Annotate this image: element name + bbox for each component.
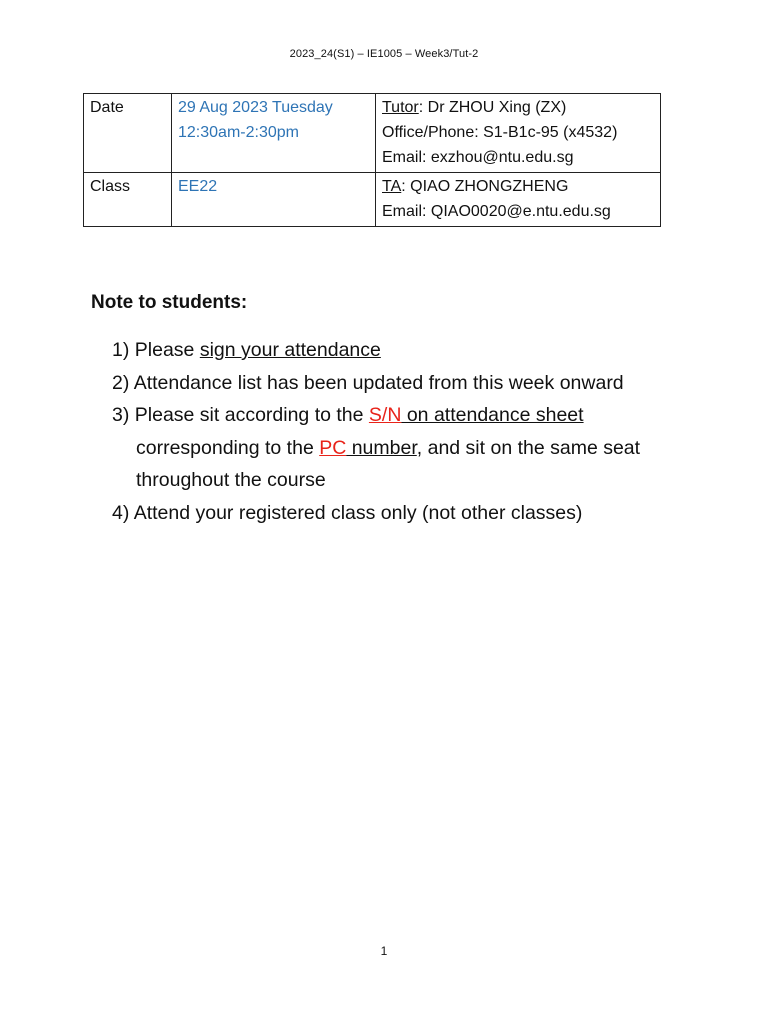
page-number: 1	[380, 944, 388, 958]
ta-email: Email: QIAO0020@e.ntu.edu.sg	[382, 203, 611, 220]
tutor-role-label: Tutor	[382, 99, 419, 116]
tutor-email: Email: exzhou@ntu.edu.sg	[382, 149, 574, 166]
note-number: 2)	[112, 371, 134, 394]
note-item-3	[112, 399, 712, 432]
ta-contact	[376, 173, 661, 227]
class-label: Class	[84, 173, 172, 227]
note-text: Attend your registered class only (not other classes)	[133, 501, 583, 524]
ta-line	[382, 174, 655, 199]
note-item-3-continued	[112, 464, 712, 497]
tutor-contact	[376, 94, 661, 173]
note-underlined-text: on attendance sheet	[401, 404, 584, 426]
note-text: Please sit according to the	[134, 404, 369, 426]
note-text: corresponding to the	[136, 436, 320, 459]
tutor-name: : Dr ZHOU Xing (ZX)	[418, 99, 567, 116]
date-value	[172, 94, 376, 173]
note-item-1	[112, 334, 712, 367]
note-text: , and sit on the same seat	[416, 436, 641, 459]
note-item-2	[112, 367, 712, 400]
notes-list	[112, 334, 712, 529]
note-text: Please	[134, 339, 200, 361]
note-number: 1)	[112, 339, 135, 361]
ta-role-label: TA	[382, 178, 402, 195]
note-item-4	[112, 497, 712, 530]
note-underlined-text: sign your attendance	[199, 339, 381, 361]
date-label: Date	[84, 94, 172, 173]
table-row-date	[84, 94, 661, 173]
page-header: 2023_24(S1) – IE1005 – Week3/Tut-2	[289, 48, 479, 60]
note-underlined-text: number	[346, 436, 417, 459]
sn-highlight: S/N	[368, 404, 402, 426]
date-value-line: 29 Aug 2023 Tuesday	[178, 99, 333, 116]
tutor-line	[382, 95, 655, 120]
time-value-line: 12:30am-2:30pm	[178, 124, 299, 141]
ta-name: : QIAO ZHONGZHENG	[401, 178, 569, 195]
class-value-line: EE22	[178, 178, 218, 195]
note-item-3-continued	[112, 432, 712, 465]
table-row-class	[84, 173, 661, 227]
note-text: Attendance list has been updated from this week onward	[133, 371, 624, 394]
note-text: throughout the course	[136, 469, 326, 491]
pc-highlight: PC	[319, 436, 347, 459]
class-value	[172, 173, 376, 227]
tutor-office: Office/Phone: S1-B1c-95 (x4532)	[382, 124, 618, 141]
note-number: 4)	[112, 501, 134, 524]
notes-title: Note to students:	[91, 292, 248, 313]
note-number: 3)	[112, 404, 135, 426]
class-info-table	[83, 93, 661, 227]
